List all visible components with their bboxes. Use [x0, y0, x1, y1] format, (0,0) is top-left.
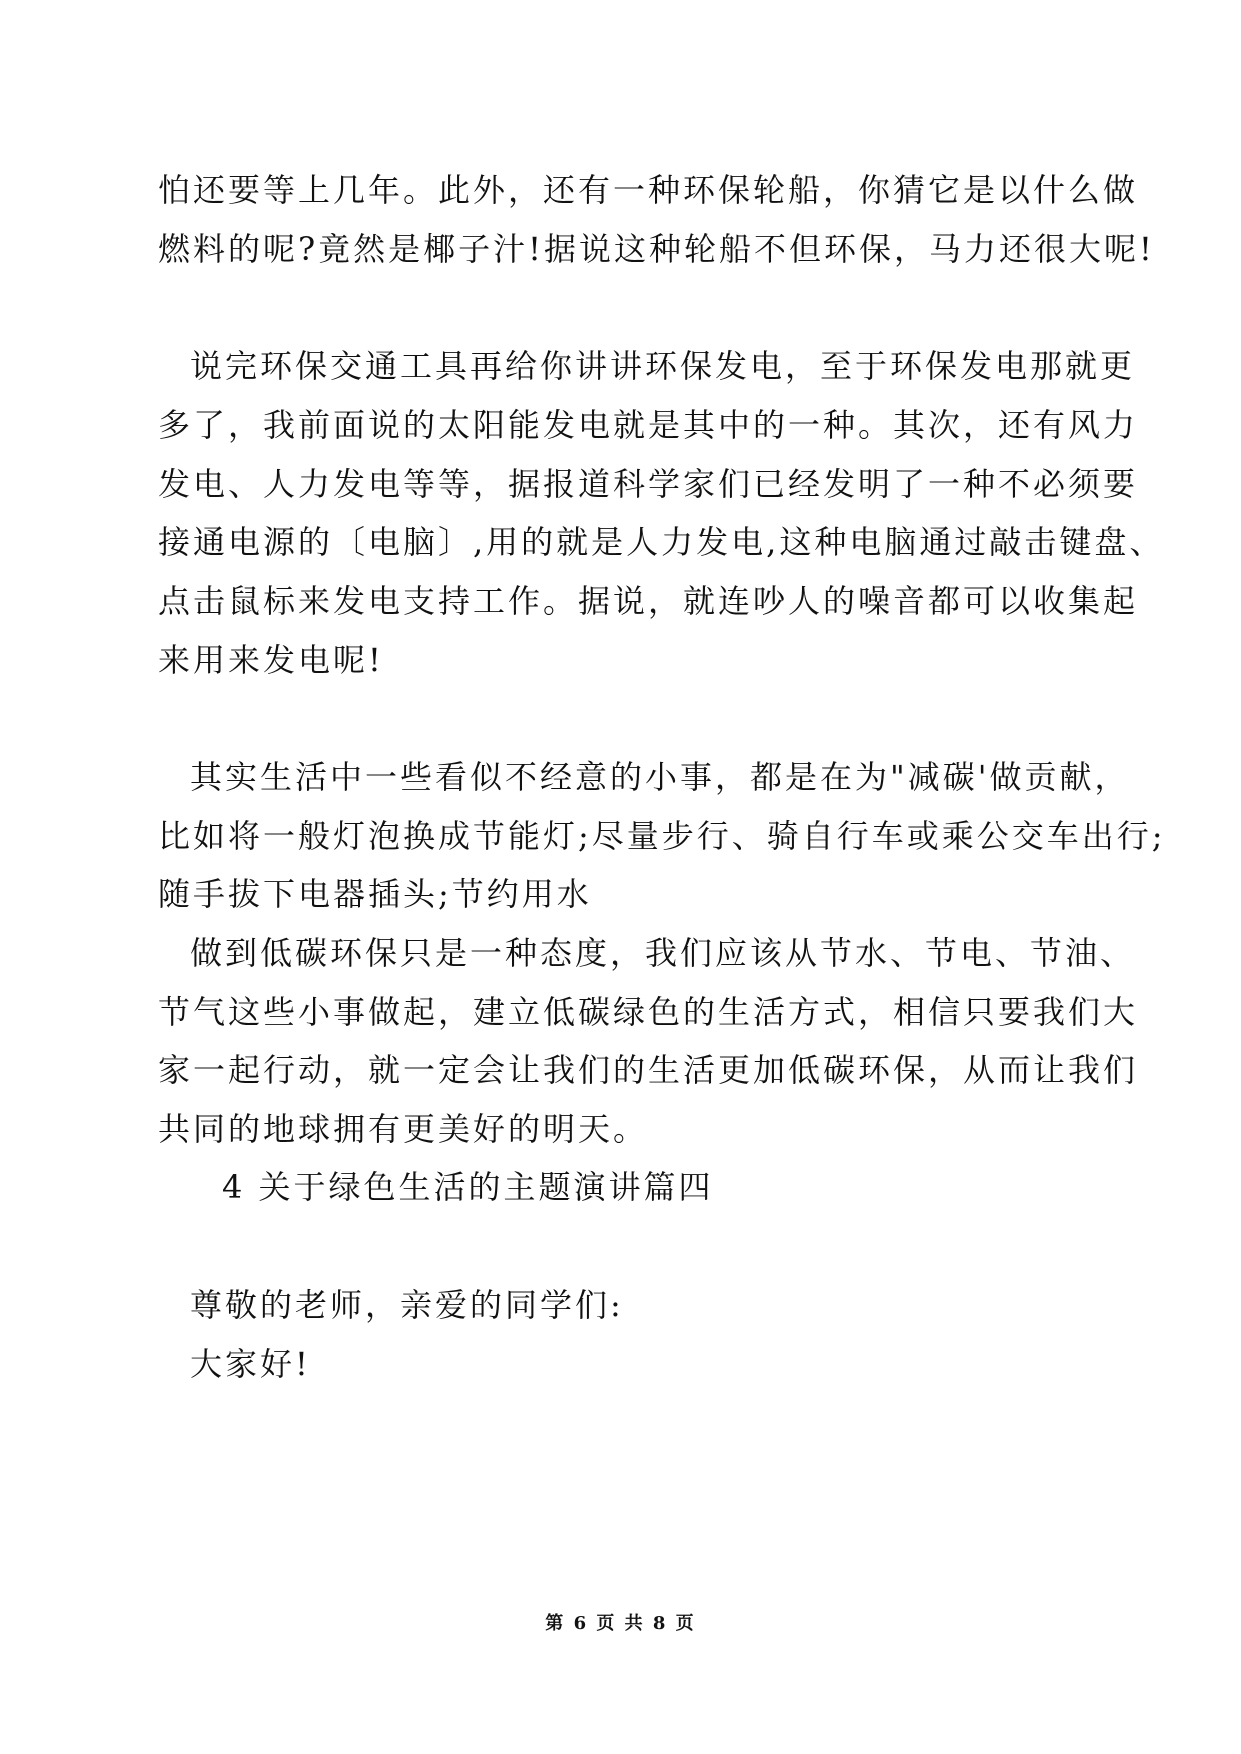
- greeting-line: 尊敬的老师，亲爱的同学们:: [190, 1286, 624, 1324]
- paragraph-4-line-1: 做到低碳环保只是一种态度，我们应该从节水、节电、节油、: [190, 934, 1136, 972]
- paragraph-4-line-4: 共同的地球拥有更美好的明天。: [158, 1110, 649, 1148]
- salutation-line: 大家好!: [190, 1345, 311, 1383]
- section-heading: 4 关于绿色生活的主题演讲篇四: [222, 1168, 714, 1206]
- paragraph-3-line-2: 比如将一般灯泡换成节能灯;尽量步行、骑自行车或乘公交车出行;: [158, 817, 1166, 855]
- paragraph-3-line-1: 其实生活中一些看似不经意的小事，都是在为"减碳'做贡献，: [190, 758, 1130, 796]
- paragraph-4-line-3: 家一起行动，就一定会让我们的生活更加低碳环保，从而让我们: [158, 1051, 1139, 1089]
- page-number-footer: 第 6 页 共 8 页: [545, 1613, 696, 1634]
- paragraph-1-line-1: 怕还要等上几年。此外，还有一种环保轮船，你猜它是以什么做: [158, 171, 1139, 209]
- paragraph-3-line-3: 随手拔下电器插头;节约用水: [158, 875, 592, 913]
- paragraph-2-line-2: 多了，我前面说的太阳能发电就是其中的一种。其次，还有风力: [158, 406, 1139, 444]
- paragraph-2-line-4: 接通电源的〔电脑〕,用的就是人力发电,这种电脑通过敲击键盘、: [158, 523, 1165, 561]
- paragraph-1-line-2: 燃料的呢?竟然是椰子汁!据说这种轮船不但环保，马力还很大呢!: [158, 230, 1155, 268]
- paragraph-2-line-3: 发电、人力发电等等，据报道科学家们已经发明了一种不必须要: [158, 465, 1139, 503]
- paragraph-2-line-6: 来用来发电呢!: [158, 641, 384, 679]
- paragraph-2-line-1: 说完环保交通工具再给你讲讲环保发电，至于环保发电那就更: [190, 347, 1136, 385]
- paragraph-2-line-5: 点击鼠标来发电支持工作。据说，就连吵人的噪音都可以收集起: [158, 582, 1139, 620]
- paragraph-4-line-2: 节气这些小事做起，建立低碳绿色的生活方式，相信只要我们大: [158, 993, 1139, 1031]
